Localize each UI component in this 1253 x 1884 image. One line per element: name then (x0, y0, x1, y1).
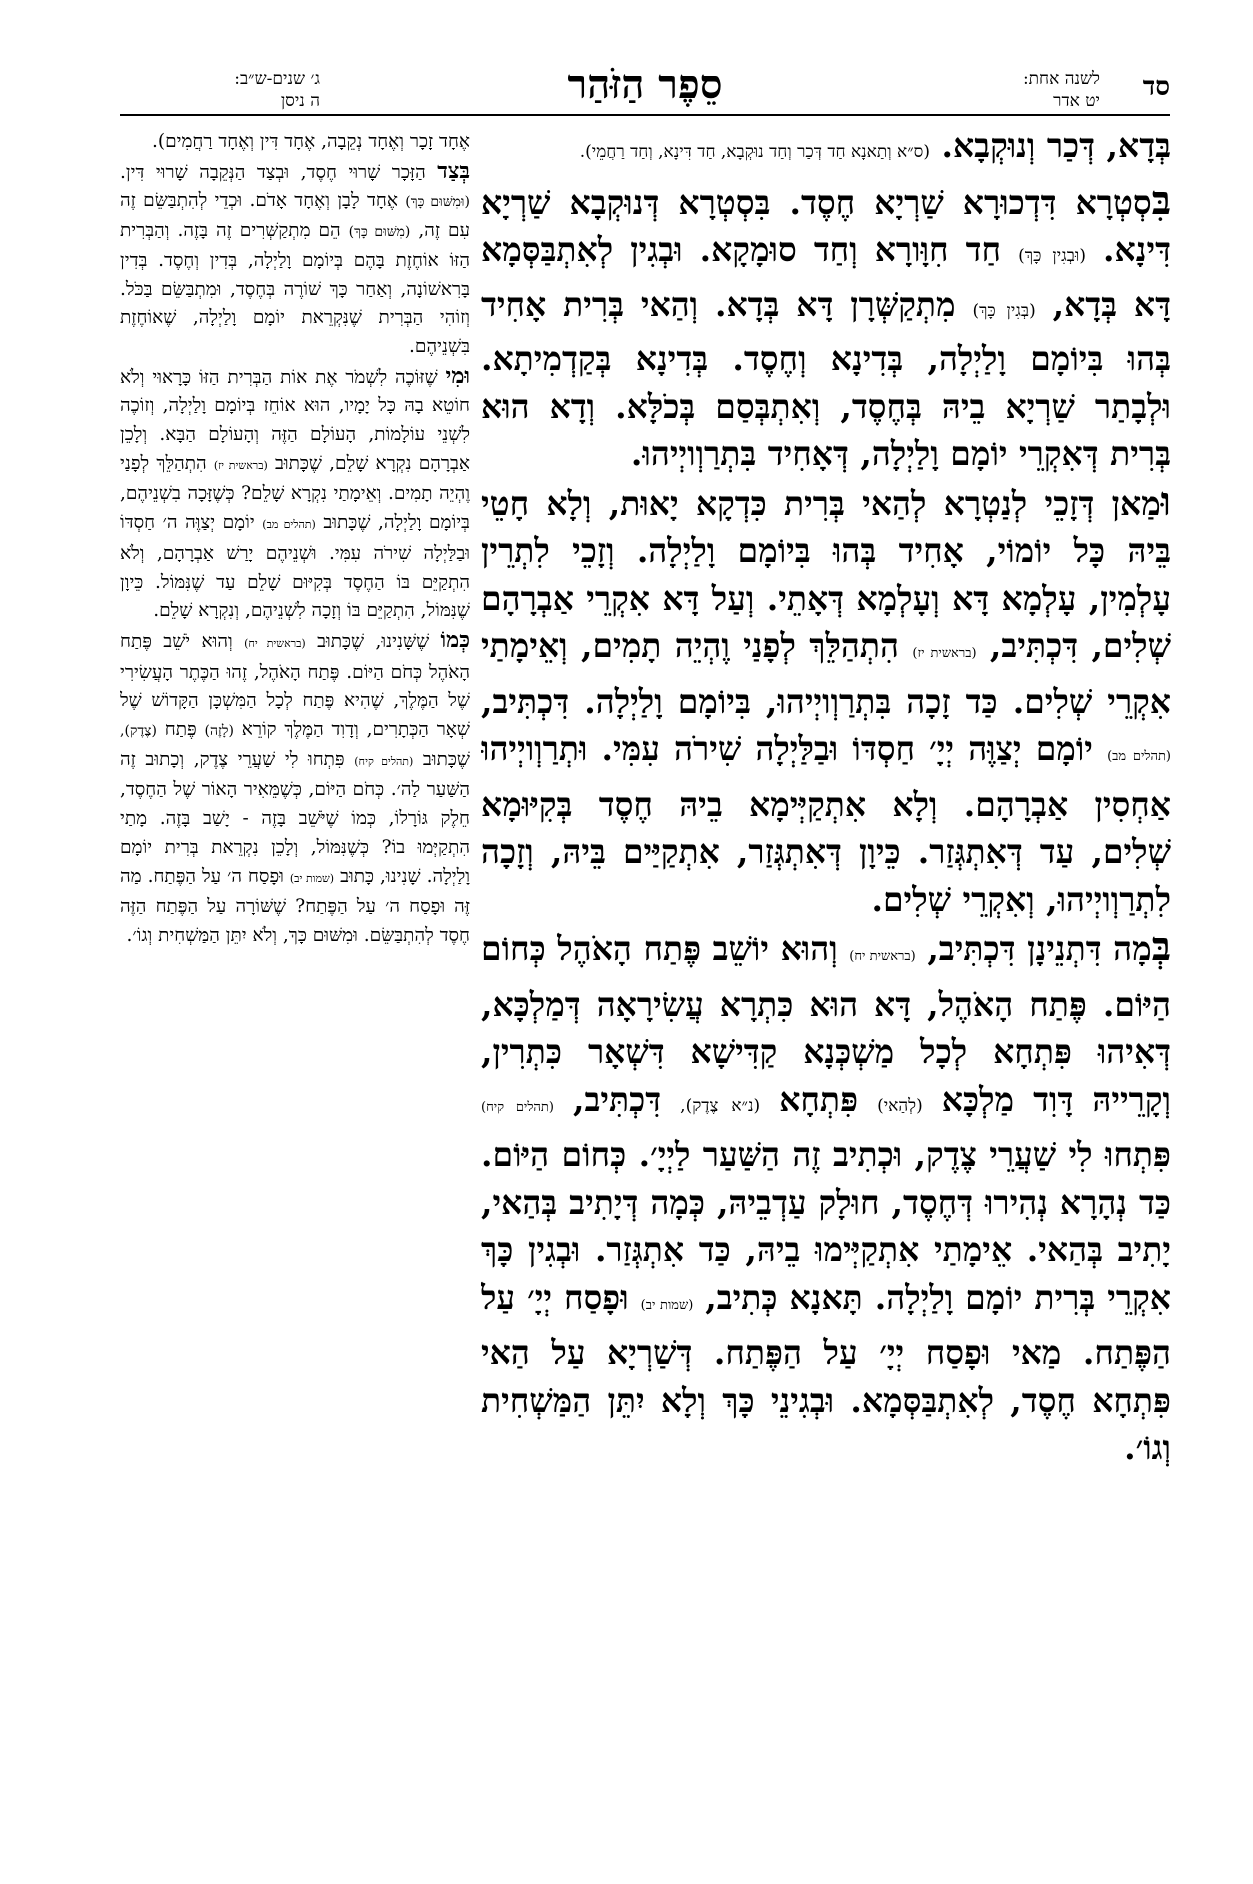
main-paragraph-3 (481, 478, 1171, 924)
side-s1-text-b: אֶחָד לָבָן וְאֶחָד אָדֹם. וּכְדֵי לְהִתְבַּשֵּׂם זֶה עִם זֶה, (120, 190, 470, 242)
page-header (120, 62, 1170, 112)
side-paragraph-3 (120, 626, 470, 951)
main-p4-text-f: וּפָסַח יְיָ׳ עַל הַפֶּתַח. מַאי וּפָסַח יְיָ׳ עַל הַפֶּתַח. דְּשַׁרְיָא עַל הַאי פִּתְחָא חֶסֶד, לְאִתְבַּסְּמָא. וּבְגִינֵי כָּךְ וְלָא יִתֵּן הַמַּשְׁחִית וְגוֹ׳. (481, 1277, 1171, 1467)
header-rule (120, 114, 1170, 116)
side-s2-opening: וּמִי (445, 362, 470, 389)
side-s3-opening: כְּמוֹ (440, 626, 470, 653)
side-s1-text-a: הַזָּכָר שָׁרוּי חֶסֶד, וּבְצַד הַנְּקֵבָה שָׁרוּי דִּין. (120, 161, 426, 183)
side-s0-text: אֶחָד זָכָר וְאֶחָד נְקֵבָה, אֶחָד דִּין וְאֶחָד רַחֲמִים). (151, 131, 470, 152)
main-paragraph-2 (481, 177, 1171, 478)
main-p4-opening: בְּ (1151, 923, 1171, 970)
schedule-three-years: ג׳ שנים-ש״ב: (234, 69, 320, 89)
side-s2-text-a: שֶׁזּוֹכֶה לִשְׁמֹר אֶת אוֹת הַבְּרִית הַזּוֹ כָּרָאוּי וְלֹא חוֹטֵא בָהּ כָּל יָמָיו, הוּא אוֹחֵז בְּיוֹמָם וָלַיְלָה, וְזוֹכֶה לִשְׁנֵי עוֹלָמוֹת, הָעוֹלָם הַזֶּה וְהָעוֹלָם הַבָּא. וְלָכֵן אַבְרָהָם נִקְרָא שָׁלֵם, שֶׁכָּתוּב (120, 366, 470, 474)
main-p1-variant-note: (ס״א וְתַאנָא חַד דְּכַר וְחַד נוּקְבָא, חַד דִּינָא, וְחַד רַחֲמֵי). (579, 142, 930, 162)
main-p3-opening: וּ (1160, 477, 1171, 525)
main-p4-note-1: (לְהַאי) (877, 1095, 923, 1116)
side-s2-text-b: הִתְהַלֵּךְ לְפָנַי וֶהְיֵה תָמִים. וְאֵימָתַי נִקְרָא שָׁלֵם? כְּשֶׁזָּכָה בִשְׁנֵיהֶם, בְּיוֹמָם וָלַיְלָה, שֶׁכָּתוּב (120, 452, 470, 534)
side-paragraph-0 (120, 128, 470, 157)
side-s3-text-e: פִּתְחוּ לִי שַׁעֲרֵי צֶדֶק, וְכָתוּב זֶה הַשַּׁעַר לַה׳. כְּחֹם הַיּוֹם, כְּשֶׁמֵּאִיר הָאוֹר שֶׁל הַחֶסֶד, חֵלֶק גּוֹרָלוֹ, כְּמוֹ שֶׁיֹּשֵׁב בָּזֶה - יָשַׁב בָּזֶה. מָתַי הִתְקַיְּמוּ בוֹ? כְּשֶׁנִּמּוֹל, וְלָכֵן נִקְרֵאת בְּרִית יוֹמָם וָלַיְלָה. שָׁנִינוּ, כָּתוּב (120, 748, 470, 887)
main-p3-text-c: יוֹמָם יְצַוֶּה יְיָ׳ חַסְדּוֹ וּבַלַּיְלָה שִׁירֹה עִמִּי. וּתְרַוְויְיהוּ אַחְסִין אַבְרָהָם. וְלָא אִתְקַיְּימָא בֵיהּ חֶסֶד בְּקִיּוּמָא שְׁלִים, עַד דְּאִתְגְּזַר. כֵּיוָן דְּאִתְגְּזַר, אִתְקַיַּים בֵּיהּ, וְזָכָה לִתְרַוְויְיהוּ, וְאִקְרֵי שְׁלִים. (481, 729, 1171, 919)
aramaic-main-column (481, 122, 1171, 1822)
side-s3-text-c: פֶּתַח (164, 719, 197, 741)
side-s2-ref-1: (בראשית יז) (213, 458, 268, 472)
side-s2-ref-2: (תהלים מב) (262, 518, 316, 532)
side-s1-note-1: (וּמִשּׁוּם כָּךְ) (405, 194, 470, 211)
side-s3-text-f: וּפָסַח ה׳ עַל הַפֶּתַח. מַה זֶּה וּפָסַח ה׳ עַל הַפֶּתַח? שֶׁשּׁוֹרָה עַל הַפֶּתַח הַזֶּה חֶסֶד לְהִתְבַּשֵּׂם. וּמִשּׁוּם כָּךְ, וְלֹא יִתֵּן הַמַּשְׁחִית וְגוֹ׳. (120, 865, 470, 946)
side-s3-note-2: (צֶדֶק), (120, 723, 157, 740)
main-p3-ref-1: (בראשית יז) (912, 646, 977, 661)
main-p2-opening: בִּ (1151, 176, 1171, 224)
hebrew-translation-column (120, 128, 470, 1818)
main-p4-text-b: וְהוּא יוֹשֵׁב פֶּתַח הָאֹהֶל כְּחוֹם הַיּוֹם. פֶּתַח הָאֹהֶל, דָּא הוּא כִּתְרָא עֲשִׂירָאָה דְּמַלְכָּא, דְּאִיהוּ פִּתְחָא לְכָל מַשְׁכְּנָא קַדִּישָׁא דִּשְׁאָר כִּתְרִין, וְקָרֵייהּ דָּוִד מַלְכָּא (481, 929, 1171, 1119)
main-p4-ref-1: (בראשית יח) (849, 949, 916, 964)
main-p4-ref-2: (תהלים קיח) (481, 1099, 554, 1115)
side-s3-ref-2: (תהלים קיח) (354, 754, 414, 768)
side-s3-note-1: (לָזֶה) (204, 723, 234, 740)
side-s1-opening: בְּצַד (437, 157, 470, 184)
main-p4-text-d: דִּכְתִּיב, (572, 1079, 662, 1119)
main-p4-ref-3: (שמות יב) (640, 1297, 694, 1313)
side-s3-ref-1: (בראשית יח) (244, 636, 306, 650)
main-p4-note-2: (נ״א צֶדֶק), (680, 1095, 761, 1116)
main-p2-text-a: סְטְרָא דִּדְכוּרָא שַׁרְיָא חֶסֶד. בִּסְטְרָא דְּנוּקְבָא שַׁרְיָא דִּינָא. (481, 182, 1171, 269)
main-paragraph-4 (481, 923, 1171, 1472)
side-s3-ref-3: (שמות יב) (289, 871, 335, 885)
schedule-one-year: לשנה אחת: (1022, 69, 1100, 89)
main-p3-text-b: הִתְהַלֵּךְ לְפָנַי וֶהְיֵה תָמִים, וְאֵימָתַי אִקְרֵי שְׁלִים. כַּד זָכָה בִּתְרַוְויְיהוּ, בִּיוֹמָם וָלַיְלָה. דִּכְתִּיב, (481, 626, 1171, 721)
side-paragraph-2 (120, 362, 470, 626)
main-p2-note-1: (וּבְגִין כָּךְ) (1018, 246, 1086, 266)
main-p1-head: בְּדָא, דְּכַר וְנוּקְבָא. (941, 126, 1171, 165)
schedule-date-left: ה ניסן (280, 91, 320, 111)
main-p2-text-b: חַד חִוָּורָא וְחַד סוּמָקָא. וּבְגִין לְאִתְבַּסְּמָא דָּא בְּדָא, (481, 230, 1171, 324)
page-number: סד (1142, 72, 1170, 102)
main-paragraph-1 (481, 122, 1171, 177)
side-paragraph-1 (120, 157, 470, 362)
side-s3-text-d: שֶׁכָּתוּב (422, 748, 470, 770)
side-s3-text-a: שֶׁשָּׁנִינוּ, שֶׁכָּתוּב (317, 630, 430, 652)
book-title: סֵפֶר הַזֹּהַר (567, 61, 723, 108)
side-s1-text-c: הֵם מִתְקַשְּׁרִים זֶה בָּזֶה. וְהַבְּרִית הַזּוֹ אוֹחֶזֶת בָּהֶם בְּיוֹמָם וָלַיְלָה, בְּדִין וְחֶסֶד. בְּדִין בָּרִאשׁוֹנָה, וְאַחַר כָּךְ שׁוֹרֶה בְּחֶסֶד, וּמִתְבַּשֵּׂם בַּכֹּל. וְזוֹהִי הַבְּרִית שֶׁנִּקְרֵאת יוֹמָם וָלַיְלָה, שֶׁאוֹחֶזֶת בִּשְׁנֵיהֶם. (120, 220, 470, 357)
side-s2-text-c: יוֹמָם יְצַוֶּה ה׳ חַסְדּוֹ וּבַלַּיְלָה שִׁירֹה עִמִּי. וּשְׁנֵיהֶם יָרַשׁ אַבְרָהָם, וְלֹא הִתְקַיֵּם בּוֹ הַחֶסֶד בְּקִיּוּם שָׁלֵם עַד שֶׁנִּמּוֹל. כֵּיוָן שֶׁנִּמּוֹל, הִתְקַיֵּם בּוֹ וְזָכָה לִשְׁנֵיהֶם, וְנִקְרָא שָׁלֵם. (120, 512, 470, 622)
main-p4-text-a: מָה דִּתְנֵינָן דִּכְתִּיב, (927, 929, 1152, 968)
main-p3-text-a: מַאן דְּזָכֵי לְנַטְרָא לְהַאי בְּרִית כִּדְקָא יָאוּת, וְלָא חָטֵי בֵּיהּ כָּל יוֹמוֹי, אָחִיד בְּהוּ בִּיוֹמָם וָלַיְלָה. וְזָכֵי לִתְרֵין עָלְמִין, עָלְמָא דָּא וְעָלְמָא דְּאָתֵי. וְעַל דָּא אִקְרֵי אַבְרָהָם שְׁלִים, דִּכְתִּיב, (481, 483, 1171, 665)
main-p3-ref-2: (תהלים מב) (1107, 749, 1171, 764)
main-p2-text-c: מִתְקַשְּׁרָן דָּא בְּדָא. וְהַאי בְּרִית אָחִיד בְּהוּ בִּיוֹמָם וָלַיְלָה, בְּדִינָא וְחֶסֶד. בְּדִינָא בְּקַדְמִיתָא. וּלְבָתַר שַׁרְיָא בֵיהּ בְּחֶסֶד, וְאִתְבְּסַם בְּכֹלָּא. וְדָא הוּא בְּרִית דְּאִקְרֵי יוֹמָם וָלַיְלָה, דְּאָחִיד בִּתְרַוְויְיהוּ. (481, 284, 1171, 473)
side-s1-note-2: (מִשּׁוּם כָּךְ) (348, 224, 411, 241)
study-schedule-left (120, 68, 320, 112)
schedule-date-right: יט אדר (1053, 91, 1100, 111)
main-p4-text-e: פִּתְחוּ לִי שַׁעֲרֵי צֶדֶק, וּכְתִיב זֶה הַשַּׁעַר לַיְיָ׳. כְּחוֹם הַיּוֹם. כַּד נְהָרָא נְהִירוּ דְּחֶסֶד, חוּלָק עַדְבֵיהּ, כְּמָה דְּיָתִיב בְּהַאי, יָתִיב בְּהַאי. אֵימָתַי אִתְקַיְּימוּ בֵיהּ, כַּד אִתְגְּזַר. וּבְגִין כָּךְ אִקְרֵי בְּרִית יוֹמָם וָלַיְלָה. תָּאנָא כְּתִיב, (481, 1135, 1171, 1317)
main-p4-text-c: פִּתְחָא (779, 1079, 859, 1119)
side-s3-text-b: וְהוּא יֹשֵׁב פֶּתַח הָאֹהֶל כְּחֹם הַיּוֹם. פֶּתַח הָאֹהֶל, זֶהוּ הַכֶּתֶר הָעֲשִׂירִי שֶׁל הַמֶּלֶךְ, שֶׁהִיא פֶּתַח לְכָל הַמִּשְׁכָּן הַקָּדוֹשׁ שֶׁל שְׁאָר הַכְּתָרִים, וְדָוִד הַמֶּלֶךְ קוֹרֵא (120, 630, 470, 741)
main-p2-note-2: (בְּגִין כָּךְ) (972, 300, 1036, 321)
